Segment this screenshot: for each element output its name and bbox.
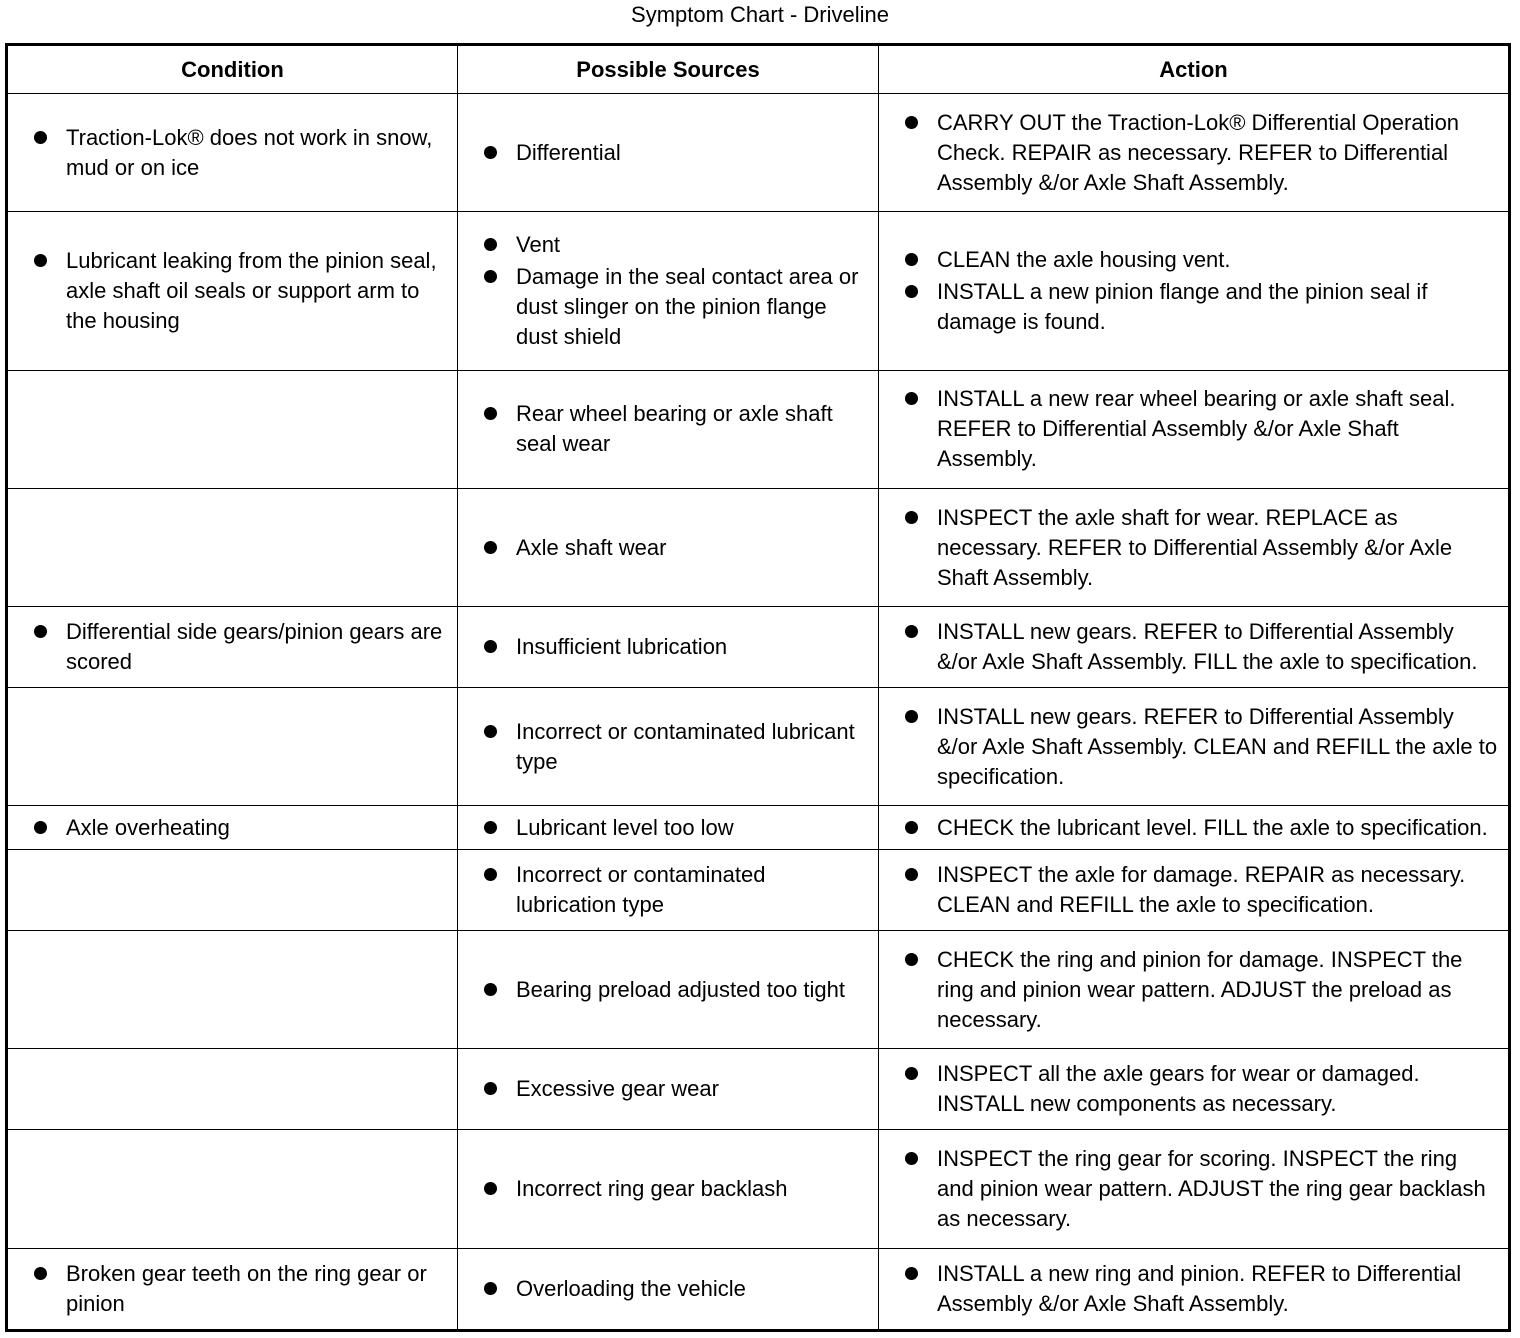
bullet-item: Insufficient lubrication xyxy=(484,632,868,662)
bullet-item: INSTALL new gears. REFER to Differential Assembly &/or Axle Shaft Assembly. FILL the axle to specification. xyxy=(905,617,1498,677)
bullet-item: INSTALL a new rear wheel bearing or axle shaft seal. REFER to Differential Assembly &/or Axle Shaft Assembly. xyxy=(905,384,1498,474)
bullet-list xyxy=(34,617,447,677)
bullet-item: INSPECT the axle shaft for wear. REPLACE as necessary. REFER to Differential Assembly &/or Axle Shaft Assembly. xyxy=(905,503,1498,593)
condition-cell xyxy=(7,1130,458,1248)
bullet-item: Differential side gears/pinion gears are scored xyxy=(34,617,447,677)
sources-cell xyxy=(458,1130,879,1248)
sources-cell xyxy=(458,806,879,850)
header-condition: Condition xyxy=(7,45,458,94)
bullet-list xyxy=(905,108,1498,198)
action-cell xyxy=(879,212,1510,370)
bullet-list xyxy=(905,617,1498,677)
action-cell xyxy=(879,1130,1510,1248)
bullet-item: INSPECT the axle for damage. REPAIR as necessary. CLEAN and REFILL the axle to specification. xyxy=(905,860,1498,920)
sources-cell xyxy=(458,688,879,806)
bullet-list xyxy=(905,702,1498,792)
header-action: Action xyxy=(879,45,1510,94)
bullet-list xyxy=(484,533,868,563)
bullet-item: Lubricant leaking from the pinion seal, axle shaft oil seals or support arm to the housing xyxy=(34,246,447,336)
bullet-list xyxy=(484,975,868,1005)
bullet-list xyxy=(484,399,868,459)
bullet-item: Incorrect ring gear backlash xyxy=(484,1174,868,1204)
bullet-item: Vent xyxy=(484,230,868,260)
bullet-item: Lubricant level too low xyxy=(484,813,868,843)
bullet-list xyxy=(905,1259,1498,1319)
sources-cell xyxy=(458,212,879,370)
bullet-item: Damage in the seal contact area or dust slinger on the pinion flange dust shield xyxy=(484,262,868,352)
bullet-item: Rear wheel bearing or axle shaft seal wear xyxy=(484,399,868,459)
table-row xyxy=(7,1130,1510,1248)
bullet-item: Traction-Lok® does not work in snow, mud or on ice xyxy=(34,123,447,183)
bullet-item: INSTALL new gears. REFER to Differential Assembly &/or Axle Shaft Assembly. CLEAN and REFILL the axle to specification. xyxy=(905,702,1498,792)
condition-cell xyxy=(7,607,458,688)
condition-cell xyxy=(7,931,458,1049)
condition-cell xyxy=(7,212,458,370)
table-row xyxy=(7,488,1510,606)
action-cell xyxy=(879,1049,1510,1130)
sources-cell xyxy=(458,850,879,931)
bullet-item: Axle overheating xyxy=(34,813,447,843)
condition-cell xyxy=(7,488,458,606)
bullet-item: INSPECT the ring gear for scoring. INSPECT the ring and pinion wear pattern. ADJUST the ring gear backlash as necessary. xyxy=(905,1144,1498,1234)
table-row xyxy=(7,931,1510,1049)
table-body xyxy=(7,94,1510,1331)
table-row xyxy=(7,806,1510,850)
bullet-item: Incorrect or contaminated lubricant type xyxy=(484,717,868,777)
bullet-item: CARRY OUT the Traction-Lok® Differential Operation Check. REPAIR as necessary. REFER to Differential Assembly &/or Axle Shaft Assembly. xyxy=(905,108,1498,198)
bullet-item: CHECK the ring and pinion for damage. INSPECT the ring and pinion wear pattern. ADJUST the preload as necessary. xyxy=(905,945,1498,1035)
symptom-table xyxy=(5,43,1511,1332)
action-cell xyxy=(879,607,1510,688)
bullet-list xyxy=(484,230,868,352)
condition-cell xyxy=(7,806,458,850)
bullet-list xyxy=(484,1274,868,1304)
bullet-list xyxy=(484,717,868,777)
bullet-list xyxy=(484,138,868,168)
bullet-item: Bearing preload adjusted too tight xyxy=(484,975,868,1005)
table-row xyxy=(7,1248,1510,1330)
table-row xyxy=(7,212,1510,370)
bullet-list xyxy=(484,1074,868,1104)
table-row xyxy=(7,1049,1510,1130)
bullet-item: INSTALL a new ring and pinion. REFER to Differential Assembly &/or Axle Shaft Assembly. xyxy=(905,1259,1498,1319)
bullet-list xyxy=(905,384,1498,474)
table-row xyxy=(7,607,1510,688)
bullet-item: Overloading the vehicle xyxy=(484,1274,868,1304)
condition-cell xyxy=(7,370,458,488)
bullet-item: Differential xyxy=(484,138,868,168)
bullet-list xyxy=(484,860,868,920)
bullet-item: Excessive gear wear xyxy=(484,1074,868,1104)
sources-cell xyxy=(458,607,879,688)
bullet-list xyxy=(905,1059,1498,1119)
bullet-list xyxy=(34,123,447,183)
bullet-item: Axle shaft wear xyxy=(484,533,868,563)
bullet-list xyxy=(484,1174,868,1204)
header-row xyxy=(7,45,1510,94)
action-cell xyxy=(879,1248,1510,1330)
condition-cell xyxy=(7,850,458,931)
header-possible-sources: Possible Sources xyxy=(458,45,879,94)
action-cell xyxy=(879,488,1510,606)
bullet-item: CLEAN the axle housing vent. xyxy=(905,245,1498,275)
bullet-list xyxy=(34,1259,447,1319)
bullet-list xyxy=(905,813,1498,843)
bullet-list xyxy=(905,1144,1498,1234)
sources-cell xyxy=(458,488,879,606)
bullet-item: Incorrect or contaminated lubrication type xyxy=(484,860,868,920)
condition-cell xyxy=(7,1248,458,1330)
condition-cell xyxy=(7,94,458,212)
bullet-list xyxy=(905,860,1498,920)
table-row xyxy=(7,850,1510,931)
chart-title: Symptom Chart - Driveline xyxy=(631,2,889,27)
bullet-list xyxy=(484,813,868,843)
bullet-list xyxy=(484,632,868,662)
bullet-list xyxy=(34,246,447,336)
table-row xyxy=(7,688,1510,806)
bullet-item: INSTALL a new pinion flange and the pinion seal if damage is found. xyxy=(905,277,1498,337)
action-cell xyxy=(879,688,1510,806)
sources-cell xyxy=(458,1248,879,1330)
sources-cell xyxy=(458,1049,879,1130)
bullet-item: CHECK the lubricant level. FILL the axle to specification. xyxy=(905,813,1498,843)
action-cell xyxy=(879,931,1510,1049)
action-cell xyxy=(879,850,1510,931)
bullet-item: Broken gear teeth on the ring gear or pinion xyxy=(34,1259,447,1319)
table-row xyxy=(7,94,1510,212)
bullet-list xyxy=(34,813,447,843)
action-cell xyxy=(879,94,1510,212)
condition-cell xyxy=(7,688,458,806)
condition-cell xyxy=(7,1049,458,1130)
bullet-item: INSPECT all the axle gears for wear or damaged. INSTALL new components as necessary. xyxy=(905,1059,1498,1119)
bullet-list xyxy=(905,503,1498,593)
table-row xyxy=(7,370,1510,488)
action-cell xyxy=(879,370,1510,488)
action-cell xyxy=(879,806,1510,850)
sources-cell xyxy=(458,370,879,488)
bullet-list xyxy=(905,245,1498,337)
bullet-list xyxy=(905,945,1498,1035)
sources-cell xyxy=(458,94,879,212)
sources-cell xyxy=(458,931,879,1049)
